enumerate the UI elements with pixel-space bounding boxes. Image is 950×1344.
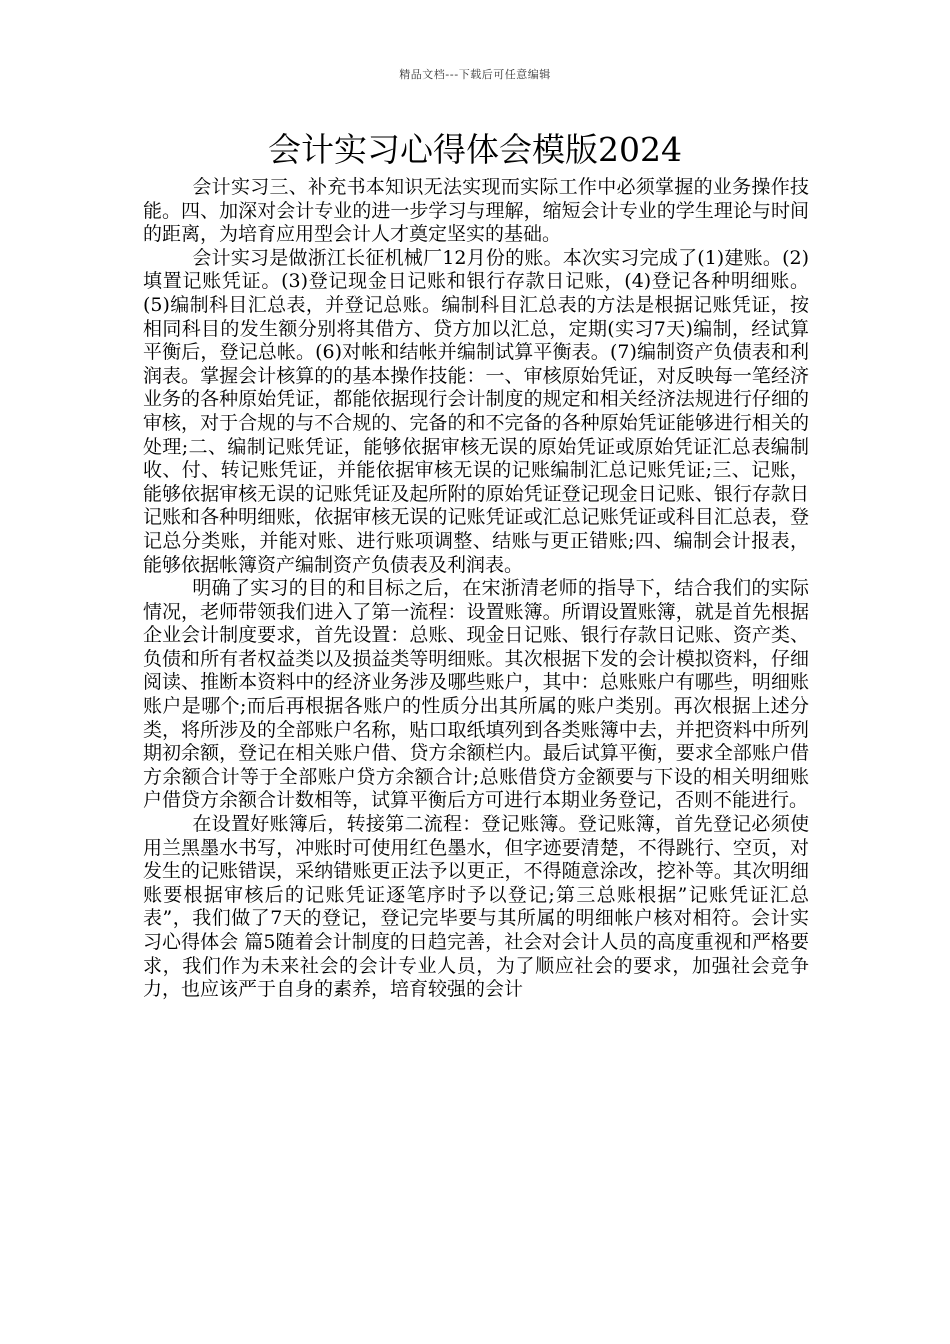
paragraph-3: 明确了实习的目的和目标之后，在宋浙清老师的指导下，结合我们的实际情况，老师带领我们进入了第一流程：设置账簿。所谓设置账簿，就是首先根据企业会计制度要求，首先设置：总账、现金日记账、银行存款日记账、资产类、负债和所有者权益类以及损益类等明细账。其次根据下发的会计模拟资料，仔细阅读、推断本资料中的经济业务涉及哪些账户，其中：总账账户有哪些，明细账账户是哪个;而后再根据各账户的性质分出其所属的账户类别。再次根据上述分类，将所涉及的全部账户名称，贴口取纸填列到各类账簿中去，并把资料中所列期初余额，登记在相关账户借、贷方余额栏内。最后试算平衡，要求全部账户借方余额合计等于全部账户贷方余额合计;总账借贷方金额要与下设的相关明细账户借贷方余额合计数相等，试算平衡后方可进行本期业务登记，否则不能进行。 xyxy=(143,577,809,812)
page-title: 会计实习心得体会模版2024 xyxy=(268,130,682,169)
header-note: 精品文档---下载后可任意编辑 xyxy=(399,68,551,81)
paragraph-1: 会计实习三、补充书本知识无法实现而实际工作中必须掌握的业务操作技能。四、加深对会计专业的进一步学习与理解，缩短会计专业的学生理论与时间的距离，为培育应用型会计人才奠定坚实的基础。 xyxy=(143,176,809,246)
paragraph-2: 会计实习是做浙江长征机械厂12月份的账。本次实习完成了(1)建账。(2)填置记账凭证。(3)登记现金日记账和银行存款日记账，(4)登记各种明细账。(5)编制科目汇总表，并登记总账。编制科目汇总表的方法是根据记账凭证，按相同科目的发生额分别将其借方、贷方加以汇总，定期(实习7天)编制，经试算平衡后，登记总帐。(6)对帐和结帐并编制试算平衡表。(7)编制资产负债表和利润表。掌握会计核算的的基本操作技能：一、审核原始凭证，对反映每一笔经济业务的各种原始凭证，都能依据现行会计制度的规定和相关经济法规进行仔细的审核，对于合规的与不合规的、完备的和不完备的各种原始凭证能够进行相关的处理;二、编制记账凭证，能够依据审核无误的原始凭证或原始凭证汇总表编制收、付、转记账凭证，并能依据审核无误的记账编制汇总记账凭证;三、记账，能够依据审核无误的记账凭证及起所附的原始凭证登记现金日记账、银行存款日记账和各种明细账，依据审核无误的记账凭证或汇总记账凭证或科目汇总表，登记总分类账，并能对账、进行账项调整、结账与更正错账;四、编制会计报表，能够依据帐簿资产编制资产负债表及利润表。 xyxy=(143,246,809,576)
paragraph-4: 在设置好账簿后，转接第二流程：登记账簿。登记账簿，首先登记必须使用兰黑墨水书写，冲账时可使用红色墨水，但字迹要清楚，不得跳行、空页，对发生的记账错误，采纳错账更正法予以更正，不得随意涂改，挖补等。其次明细账要根据审核后的记账凭证逐笔序时予以登记;第三总账根据”记账凭证汇总表”，我们做了7天的登记，登记完毕要与其所属的明细帐户核对相符。会计实习心得体会 篇5随着会计制度的日趋完善，社会对会计人员的高度重视和严格要求，我们作为未来社会的会计专业人员，为了顺应社会的要求，加强社会竞争力，也应该严于自身的素养，培育较强的会计 xyxy=(143,813,809,1001)
document-body xyxy=(143,176,809,1002)
